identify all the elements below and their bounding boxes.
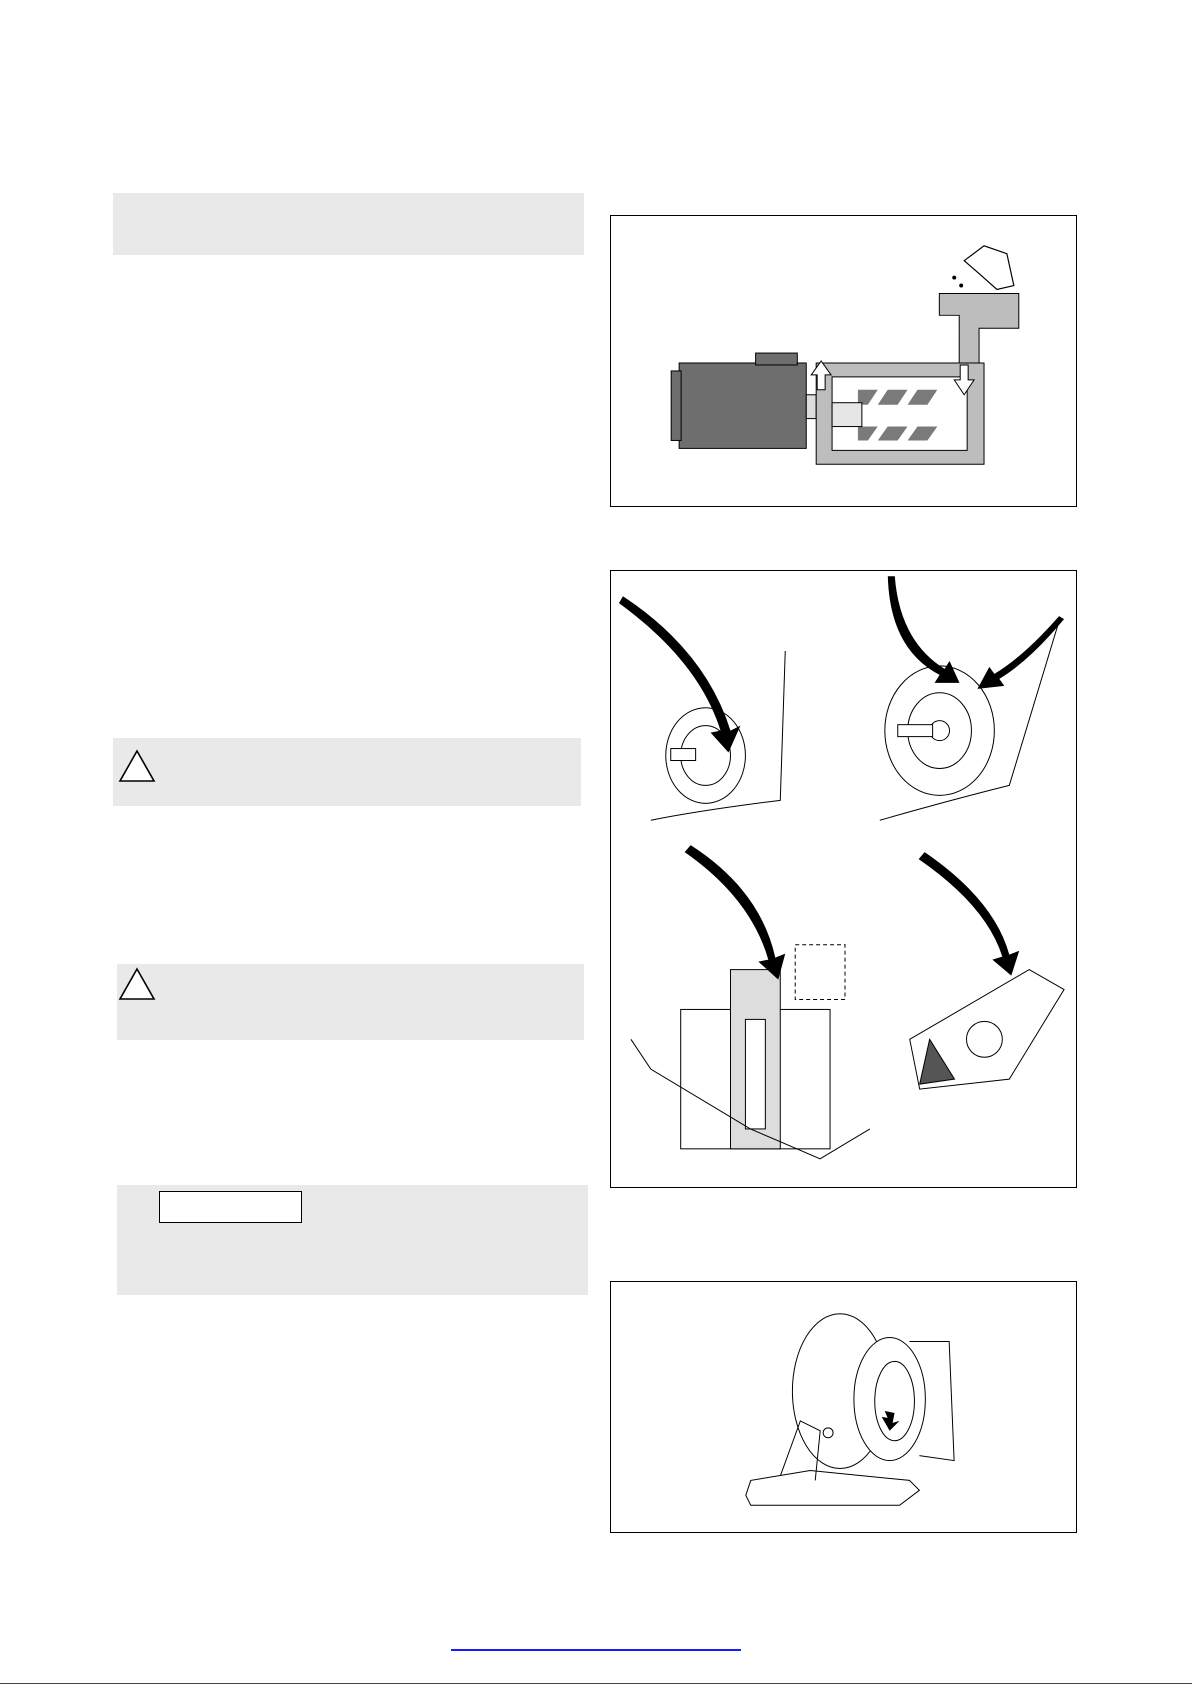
figure-rotation-direction	[610, 1281, 1077, 1533]
lubrication-points-illustration	[611, 571, 1076, 1187]
warning-triangle-icon	[118, 749, 156, 783]
footer-link[interactable]	[451, 1632, 741, 1651]
note-panel-1	[113, 193, 584, 255]
footer-rule	[0, 1683, 1192, 1684]
caution-panel-2	[117, 964, 584, 1040]
rotation-direction-illustration	[611, 1282, 1076, 1532]
label-panel	[117, 1185, 588, 1295]
figure-pump-filling	[610, 215, 1077, 507]
caution-panel-1	[113, 738, 581, 806]
pump-filling-illustration	[611, 216, 1076, 506]
warning-triangle-icon	[118, 967, 156, 1001]
label-box	[159, 1191, 302, 1223]
figure-lubrication-points	[610, 570, 1077, 1188]
